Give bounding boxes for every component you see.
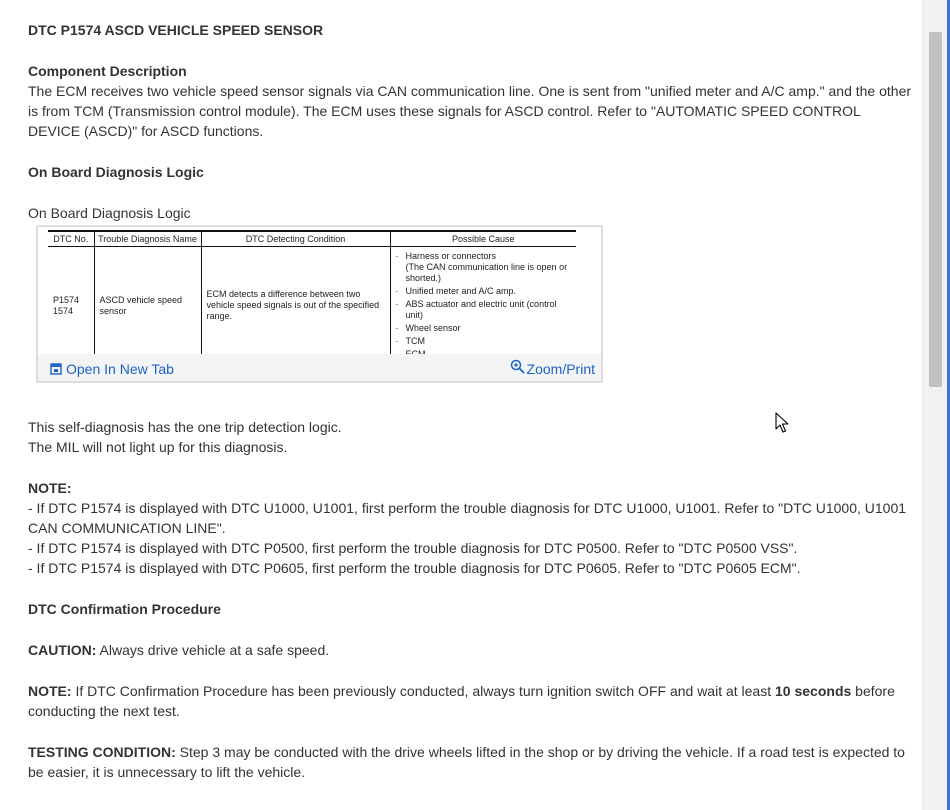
table-header-dtc-no: DTC No. [48,231,94,247]
table-header-condition: DTC Detecting Condition [201,231,390,247]
table-header-name: Trouble Diagnosis Name [94,231,201,247]
testing-label: TESTING CONDITION: [28,744,176,760]
cell-dtc-no: P1574 1574 [48,247,94,366]
cause-list [396,251,572,360]
cause-item: · Harness or connectors (The CAN communication line is open or shorted.) [396,251,572,284]
testing-text: Step 3 may be conducted with the drive wheels lifted in the shop or by driving the vehicle. If a road test is expected to be easier, it is unnecessary to lift the vehicle. [28,744,905,780]
cause-item: · Wheel sensor [396,323,572,334]
note-item: - If DTC P1574 is displayed with DTC P0500, first perform the trouble diagnosis for DTC P0500. Refer to "DTC P0500 VSS". [28,540,798,556]
zoom-print-label: Zoom/Print [526,361,595,377]
cause-item: · TCM [396,336,572,347]
vertical-scrollbar[interactable] [922,0,950,810]
note2-paragraph [28,681,912,721]
caution-paragraph [28,640,912,660]
note-item: - If DTC P1574 is displayed with DTC P0605, first perform the trouble diagnosis for DTC P0605. Refer to "DTC P0605 ECM". [28,560,801,576]
dtc-table [48,230,576,366]
component-heading: Component Description [28,63,187,79]
note2-text-a: If DTC Confirmation Procedure has been previously conducted, always turn ignition switch OFF and wait at least [71,683,776,699]
doc-title: DTC P1574 ASCD VEHICLE SPEED SENSOR [28,22,324,38]
cell-name: ASCD vehicle speed sensor [94,247,201,366]
note2-label: NOTE: [28,683,72,699]
table-row [48,247,576,366]
dtc-figure [36,225,603,383]
note-label: NOTE: [28,480,72,496]
document-content [28,20,912,782]
scrollbar-thumb[interactable] [929,32,942,387]
zoom-print-link[interactable] [510,359,595,379]
self-diag-line-1: This self-diagnosis has the one trip detection logic. [28,419,342,435]
obd-caption: On Board Diagnosis Logic [28,205,191,221]
note2-text-b: before conducting the next test. [28,683,895,719]
cell-condition: ECM detects a difference between two vehicle speed signals is out of the specified range. [201,247,390,366]
cause-item: · ABS actuator and electric unit (control unit) [396,299,572,321]
component-text: The ECM receives two vehicle speed sensor signals via CAN communication line. One is sent from "unified meter and A/C amp." and the other is from TCM (Transmission control module). The ECM uses these signals for ASCD control. Refer to "AUTOMATIC SPEED CONTROL DEVICE (ASCD)" for ASCD functions. [28,83,912,139]
table-header-cause: Possible Cause [390,231,576,247]
open-in-new-tab-label: Open In New Tab [66,361,174,377]
new-tab-icon [50,363,62,375]
self-diag-line-2: The MIL will not light up for this diagnosis. [28,439,288,455]
obd-heading: On Board Diagnosis Logic [28,164,204,180]
caution-text: Always drive vehicle at a safe speed. [96,642,330,658]
testing-paragraph [28,742,912,782]
note2-bold: 10 seconds [775,683,852,699]
open-in-new-tab-link[interactable] [50,359,174,379]
confirm-heading: DTC Confirmation Procedure [28,601,221,617]
zoom-in-icon [510,359,525,374]
cell-causes [390,247,576,366]
caution-label: CAUTION: [28,642,97,658]
cause-item: · Unified meter and A/C amp. [396,286,572,297]
mouse-cursor-icon [775,412,789,434]
note-item: - If DTC P1574 is displayed with DTC U1000, U1001, first perform the trouble diagnosis for DTC U1000, U1001. Refer to "DTC U1000, U1001 CAN COMMUNICATION LINE". [28,500,907,536]
figure-toolbar [38,354,601,381]
